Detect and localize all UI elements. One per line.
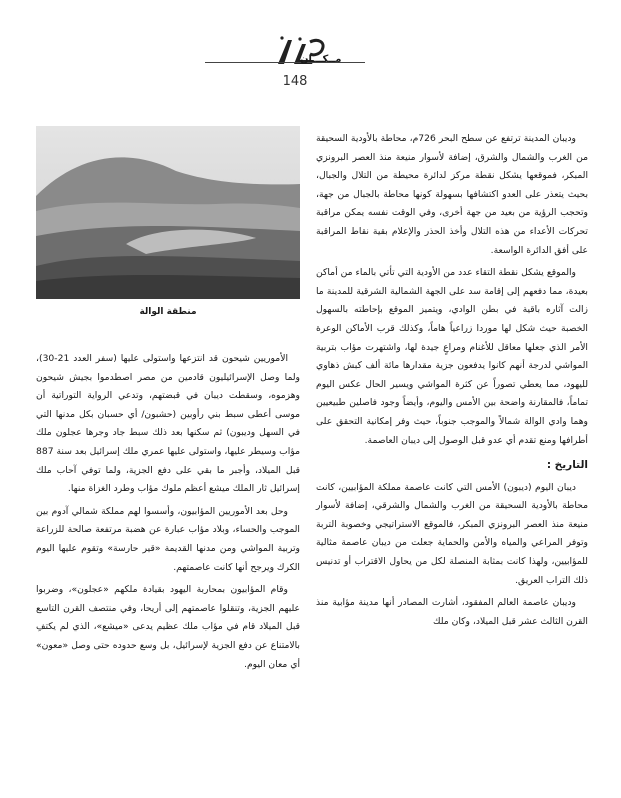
left-column: [36, 350, 300, 678]
paragraph: وديبان المدينة ترتفع عن سطح البحر 726م، محاطة بالأودية السحيقة من الغرب والشمال والشرق، إضافة لأسوار منيعة منذ العصر البرونزي المبكر، فموقعها يشكل نقطة مركز لدائرة محيطة من التلال والجبال، بحيث يتعذر على العدو اكتشافها بسهولة كونها محاطة بالجبال من جهة، وتحجب الرؤية من بعيد من جهة أخرى، وفي الوقت نفسه يمكن مراقبة تحركات الأعداء من هذه التلال وأخذ الحذر والإعلام بقية نقاط المراقبة على أفق الدائرة الواسعة.: [316, 133, 588, 256]
paragraph: الأموريين شيحون قد انتزعها واستولى عليها (سفر العدد 21-30)، ولما وصل الإسرائيليون قادمين من مصر اصطدموا بجيش شيحون وهزموه، وسقطت ديبان في قبضتهم، وتدعي الرواية التوراتية أن موسى أعطى سبط بني رأوبين (حشبون/ أي حسبان بكل مدنها التي في السهل وديبون) ثم سكنها بعد ذلك سبط جاد وجرها عجلون ملك مؤاب وسيطر عليها، واستولى عليها عمري ملك إسرائيل بعد سنة 887 قبل الميلاد، وأجبر ما بقي على دفع الجزية، ولما توفي آحاب ملك إسرائيل ثار الملك ميشع أعظم ملوك مؤاب وطرد الغزاة منها.: [36, 353, 300, 495]
photo-caption: منطقة الوالة: [139, 307, 197, 317]
paragraph: ديبان اليوم (ديبون) الأمس التي كانت عاصمة مملكة المؤابيين، كانت محاطة بالأودية السحيقة من الغرب والشمال والشرقي، إضافة لأسوار منيعة منذ العصر البرونزي المبكر، فالموقع الاستراتيجي وخصوبة التربة وتوفر المراعي والمياه والأمن والحماية جعلت من ديبان عاصمة مثالية للمؤابيين، ولهذا كانت بمثابة المنصلة لكل من يحاول الاقتراب أو تدنيس ذلك التراب العريق.: [316, 481, 588, 586]
section-heading-history: التاريخ :: [546, 459, 588, 472]
paragraph: وقام المؤابيون بمحاربة اليهود بقيادة ملكهم «عجلون»، وضربوا عليهم الجزية، وتنقلوا عاصمتهم إلى أريحا، وفي منتصف القرن التاسع قبل الميلاد قام في مؤاب ملك عظيم يدعى «ميشع»، الذي لم يكتفِ بالامتناع عن دفع الجزية لإسرائيل، بل وسع حدوده حتى وصل «معون» أي معان اليوم.: [36, 584, 300, 670]
magazine-word: مــكـــان: [300, 54, 342, 65]
paragraph: والموقع يشكل نقطة التقاء عدد من الأودية التي تأتي بالماء من أماكن بعيدة، مما دفعهم إلى إقامة سد على الجهة الشمالية الشرقية للمدينة ما زالت آثاره باقية في بطن الوادي، ويتميز الموقع بإحاطته بالسهول الخصبة حيث شكل لها موردا زراعياً هاماً، وكذلك قرب الأماكن الوعرة الأمر الذي جعلها معاقل للأغنام ومراعٍ جيدة لها، واشتهرت مؤاب بتربية المواشي لدرجة أنهم كانوا يدفعون جزية مقدارها مائة ألف كبش ذهاوي لليهود، مما يعطي تصوراً عن كثرة المواشي ويسير الحال عكس اليوم تماماً، فالمقارنة واضحة بين الأمس واليوم، وأيضاً وجود فاصلين طبيعيين وهما وادي الوالة شمالاً والموجب جنوباً، حيث وفر إمكانية التحقق على أطرافها ومنع تقدم أي عدو قبل الوصول إلى ديبان العاصمة.: [316, 267, 588, 446]
landscape-photo: [36, 126, 300, 299]
paragraph: وحل بعد الأموريين المؤابيون، وأسسوا لهم مملكة شمالي آدوم بين الموجب والحساء، وبلاد مؤاب عبارة عن هضبة مرتفعة صالحة للزراعة وتربية المواشي ومن مدنها القديمة «قير حارسة» وتقوم عليها اليوم الكرك ويرجح أنها كانت عاصمتهم.: [36, 505, 300, 573]
right-column: [316, 130, 588, 635]
page-number: 148: [282, 74, 308, 89]
paragraph: وديبان عاصمة العالم المفقود، أشارت المصادر أنها مدينة مؤابية منذ القرن الثالث عشر قبل الميلاد، وكان ملك: [316, 597, 588, 627]
page-header: [0, 0, 621, 100]
